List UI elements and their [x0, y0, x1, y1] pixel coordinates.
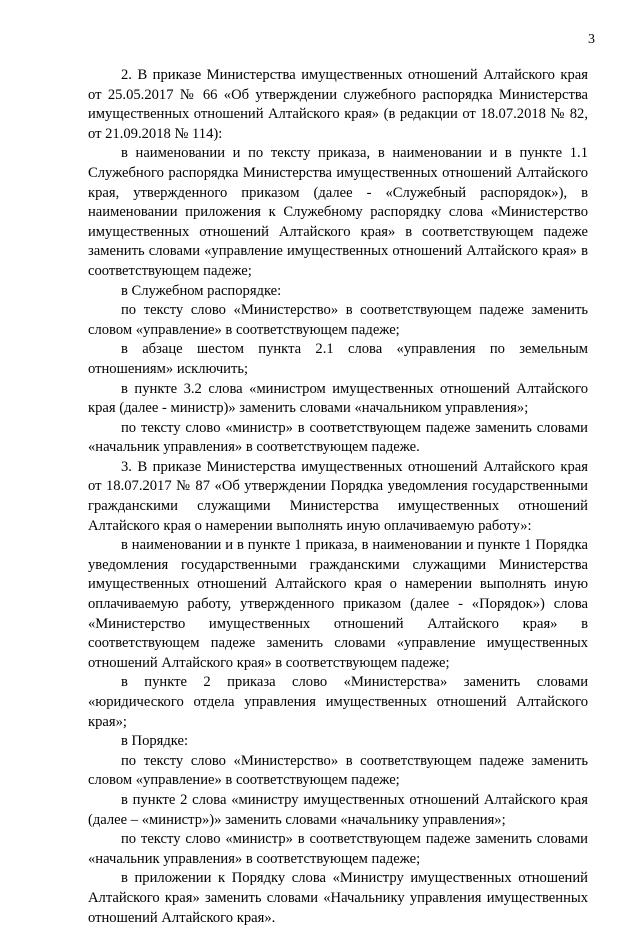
paragraph-appendix: в приложении к Порядку слова «Министру имущественных отношений Алтайского края» заменить словами «Начальнику управления имущественных отношений Алтайского края». — [88, 870, 588, 926]
paragraph-item-2-1: в абзаце шестом пункта 2.1 слова «управления по земельным отношениям» исключить; — [88, 341, 588, 377]
paragraph-procedure-replace-minister: по тексту слово «министр» в соответствующем падеже заменить словами «начальник управления» в соответствующем падеже; — [88, 831, 588, 867]
paragraph-item-3: 3. В приказе Министерства имущественных отношений Алтайского края от 18.07.2017 № 87 «Об утверждении Порядка уведомления государственными гражданскими служащими Министерства имущественных отношений Алтайского края о намерении выполнять иную оплачиваемую работу»: — [88, 458, 588, 534]
paragraph-replace-minister: по тексту слово «министр» в соответствующем падеже заменить словами «начальник управления» в соответствующем падеже. — [88, 419, 588, 456]
page-number: 3 — [588, 32, 595, 47]
paragraph-procedure-replace-ministry: по тексту слово «Министерство» в соответствующем падеже заменить словом «управление» в соответствующем падеже; — [88, 752, 588, 789]
paragraph-item-3-2: в пункте 3.2 слова «министром имущественных отношений Алтайского края (далее - министр)» заменить словами «начальником управления»; — [88, 380, 588, 417]
document-body — [88, 66, 588, 928]
paragraph-procedure-item-2: в пункте 2 слова «министру имущественных отношений Алтайского края (далее – «министр»)» заменить словами «начальнику управления»; — [88, 791, 588, 828]
paragraph-replace-ministry: по тексту слово «Министерство» в соответствующем падеже заменить словом «управление» в соответствующем падеже; — [88, 302, 588, 338]
paragraph-item-2: 2. В приказе Министерства имущественных отношений Алтайского края от 25.05.2017 № 66 «Об утверждении служебного распорядка Министерства имущественных отношений Алтайского края» (в редакции от 18.07.2018 № 82, от 21.09.2018 № 114): — [88, 67, 588, 142]
paragraph-rename-order: в наименовании и по тексту приказа, в наименовании и в пункте 1.1 Служебного распорядка Министерства имущественных отношений Алтайского края, утвержденного приказом (далее - «Служебный распорядок»), в наименовании приложения к Служебному распорядку слова «Министерство имущественных отношений Алтайского края» в соответствующем падеже заменить словами «управление имущественных отношений Алтайского края» в соответствующем падеже; — [88, 145, 588, 279]
paragraph-rename-procedure: в наименовании и в пункте 1 приказа, в наименовании и пункте 1 Порядка уведомления государственными гражданскими служащими Министерства имущественных отношений Алтайского края о намерении выполнять иную оплачиваемую работу, утвержденного приказом (далее - «Порядок») слова «Министерство имущественных отношений Алтайского края» в соответствующем падеже заменить словами «управление имущественных отношений Алтайского края» в соответствующем падеже; — [88, 537, 588, 671]
paragraph-procedure-heading: в Порядке: — [121, 733, 189, 750]
paragraph-item-2-order: в пункте 2 приказа слово «Министерства» заменить словами «юридического отдела управления имущественных отношений Алтайского края»; — [88, 674, 588, 730]
paragraph-service-schedule-heading: в Служебном распорядке: — [121, 282, 282, 299]
